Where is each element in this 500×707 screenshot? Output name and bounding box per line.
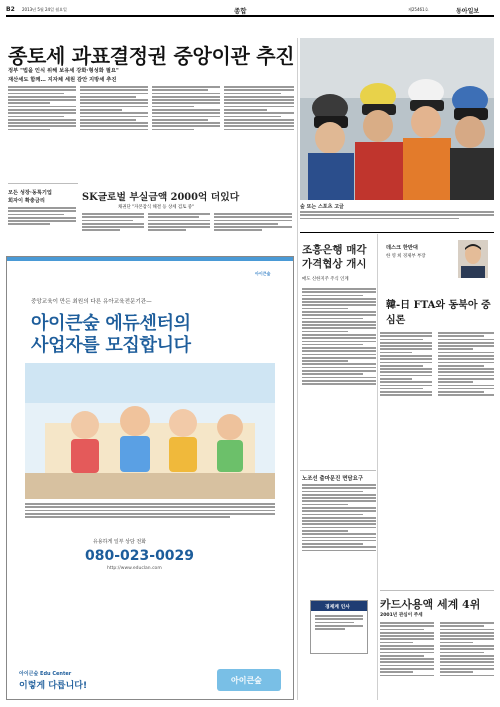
sk-body-col-3 (214, 213, 292, 231)
lead-body-col-1 (8, 86, 76, 130)
column-box (380, 238, 494, 330)
card-rule (380, 590, 494, 591)
lead-subhead-1: 정부 "법을 인식 위해 보유세 강화·형성화 필요" (8, 68, 119, 74)
brief-subtitle: 회자이 확충금리 (8, 198, 45, 204)
column-body-col-2 (438, 332, 494, 396)
ad-brand-badge (217, 669, 281, 691)
sk-subhead: 채권단 "자본잠식 해결 등 상세 검토 중" (118, 205, 195, 210)
ad-logo-text: 아이큰숲 (255, 271, 271, 276)
ad-brand-badge-text: 아이큰숲 (231, 676, 262, 685)
column-title: 데스크 한반대 (386, 245, 418, 251)
card-subhead: 2001년 관심이 주세 (380, 613, 423, 618)
gutter-rule-2 (377, 234, 378, 700)
card-body-col-2 (440, 622, 494, 676)
sk-body-col-2 (148, 213, 210, 231)
lead-body-col-2 (80, 86, 148, 130)
sk-body-col-1 (82, 213, 144, 231)
merge-headline: 조흥은행 매각 가격협상 개시 (302, 244, 367, 270)
brief-rule (8, 183, 78, 184)
ad-headline-2: 사업자를 모집합니다 (31, 335, 191, 356)
sk-headline: SK글로벌 부실금액 2000억 더있다 (82, 192, 240, 203)
news-photo (300, 38, 494, 200)
brief-title: 모든 성장·동록기업 (8, 190, 52, 196)
ad-intro-text: 중앙교육이 만든 최원의 다른 유아교육전문기관— (31, 299, 152, 305)
ad-brand-name: 아이큰숲 Edu Center (19, 671, 72, 677)
ad-phone-number[interactable]: 080-023-0029 (85, 548, 195, 564)
card-body-col-1 (380, 622, 434, 676)
column-headline: 韓-日 FTA와 동북아 중심론 (386, 300, 491, 326)
card-headline: 카드사용액 세계 4위 (380, 598, 481, 611)
lead-body-col-3 (152, 86, 220, 130)
econ-box-header (311, 601, 367, 611)
bottom-left-headline: 노조선 출마문진 면담요구 (302, 476, 364, 482)
masthead-rule (6, 15, 494, 17)
issue-date: 2013년 5월 24일 월요일 (22, 7, 67, 12)
ad-brand-tagline: 이렇게 다릅니다! (19, 681, 88, 691)
lead-headline: 종토세 과표결정권 중앙이관 추진 (8, 44, 295, 68)
ad-top-stripe (7, 257, 293, 261)
gutter-rule-1 (297, 38, 298, 700)
right-rule (300, 232, 494, 233)
ad-logo (255, 271, 285, 279)
section-name: 종합 (234, 7, 247, 15)
photo-caption-body (300, 211, 494, 219)
paper-name: 동아일보 (456, 8, 480, 15)
ad-headline-1: 아이큰숲 에듀센터의 (31, 313, 191, 334)
column-body-col-1 (380, 332, 432, 396)
ad-photo (25, 363, 275, 499)
merge-body (302, 288, 376, 385)
masthead (6, 6, 494, 15)
photo-caption-title: 숲 또는 스포츠 고글 (300, 204, 344, 210)
ad-url-link[interactable]: http://www.educlan.com (107, 566, 162, 571)
ad-body-text (25, 503, 275, 518)
ad-box (6, 256, 294, 700)
econ-box (310, 600, 368, 654)
edition-number: 제25461호 (408, 7, 429, 12)
lead-body-col-4 (224, 86, 294, 130)
page-number: B2 (6, 6, 15, 13)
econ-box-title: 경제계 인사 (325, 605, 350, 610)
ad-phone-label: 유용하게 일부 상담 전화 (93, 539, 147, 545)
merge-subhead: 매도 신한지주 주식 인계 (302, 277, 349, 282)
brief-body (8, 207, 76, 225)
bottom-left-rule (300, 470, 376, 471)
bottom-left-body (302, 484, 376, 551)
econ-box-body (315, 615, 363, 630)
columnist-portrait (458, 240, 488, 278)
column-author: 한 영 희 경제부 부장 (386, 254, 426, 259)
lead-subhead-2: 재산세도 함께… 지자체 세원 감안 지방세 추진 (8, 77, 117, 83)
